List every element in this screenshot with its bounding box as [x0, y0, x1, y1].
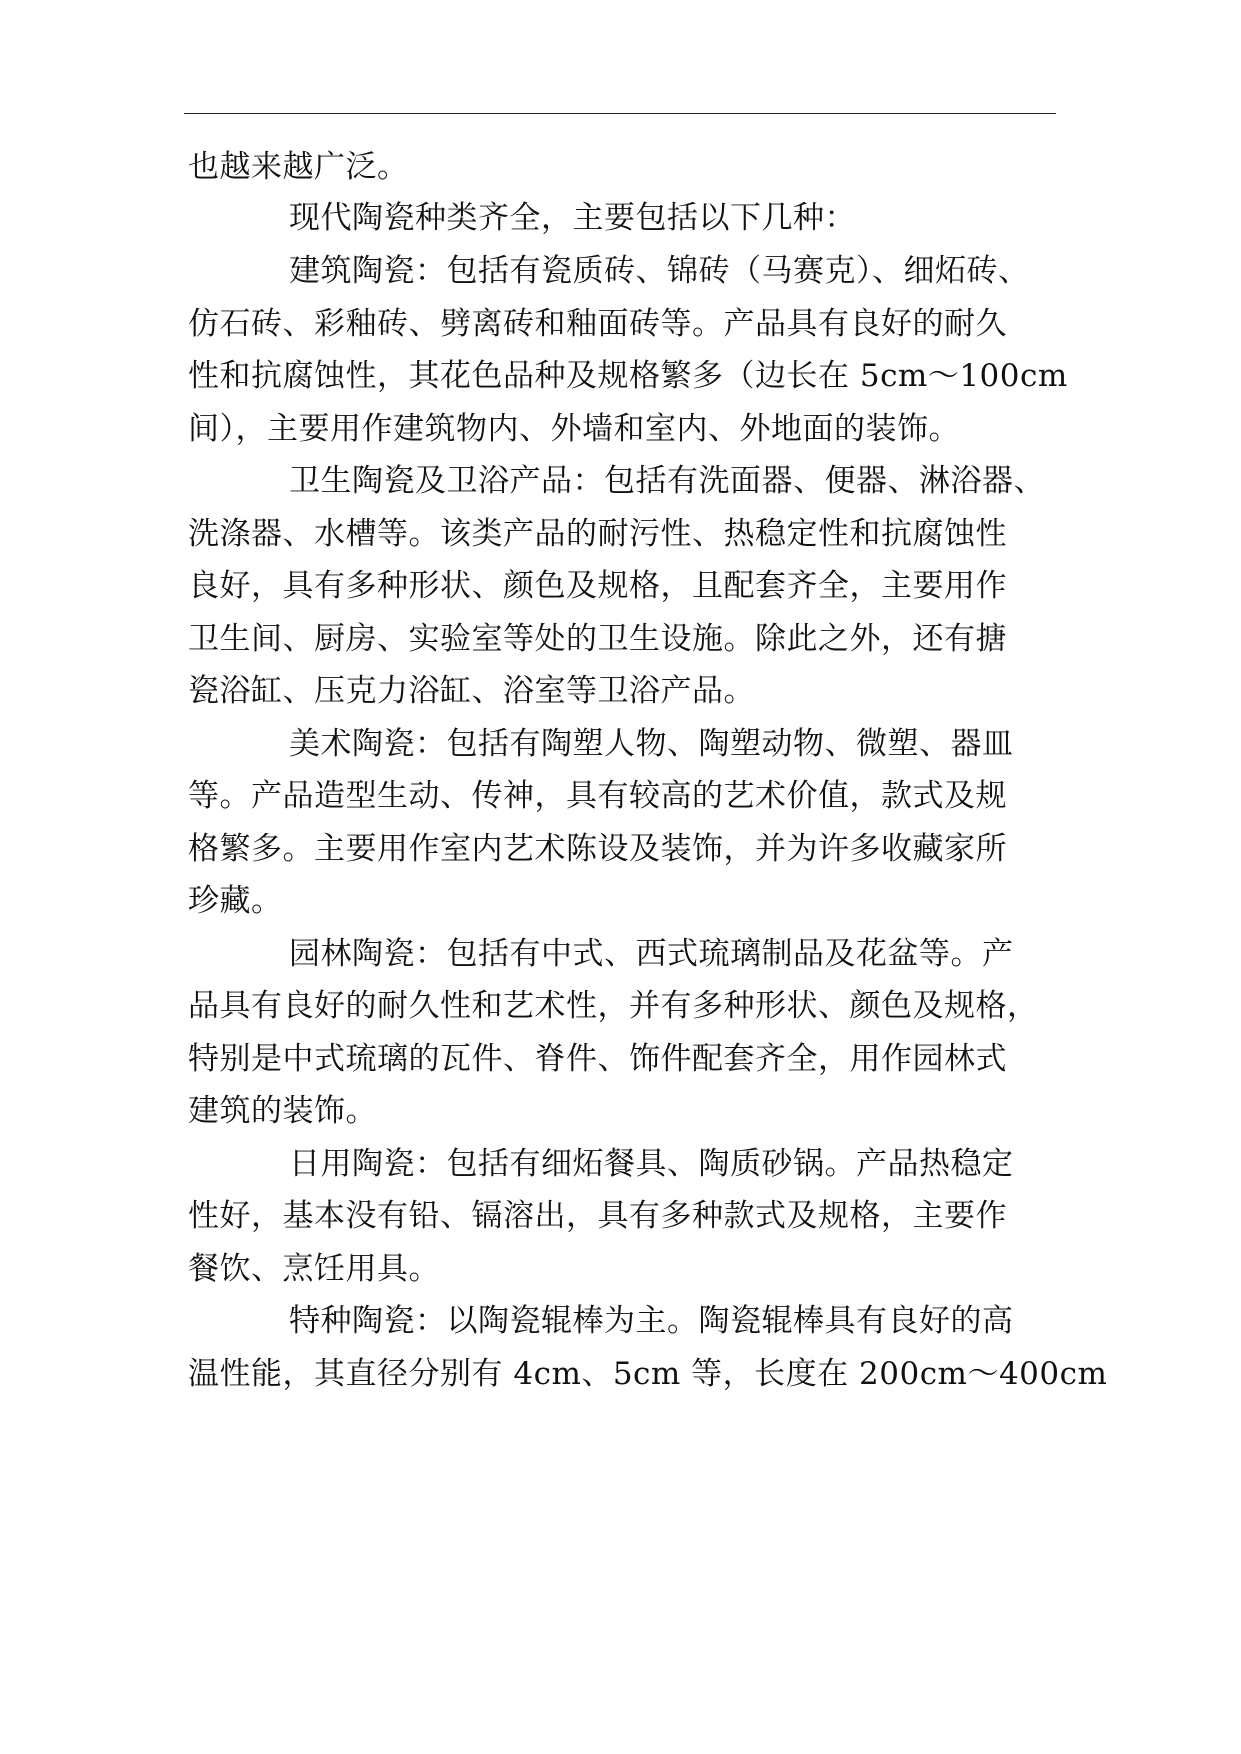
text-line: 珍藏。 [188, 883, 283, 919]
text-line: 也越来越广泛。 [188, 149, 409, 185]
text-line: 日用陶瓷：包括有细炻餐具、陶质砂锅。产品热稳定 [289, 1146, 1014, 1182]
text-line: 特种陶瓷：以陶瓷辊棒为主。陶瓷辊棒具有良好的高 [289, 1303, 1014, 1339]
text-line: 品具有良好的耐久性和艺术性，并有多种形状、颜色及规格， [188, 988, 1039, 1024]
text-line: 卫生陶瓷及卫浴产品：包括有洗面器、便器、淋浴器、 [289, 463, 1045, 499]
text-line: 餐饮、烹饪用具。 [188, 1251, 440, 1287]
text-line: 间），主要用作建筑物内、外墙和室内、外地面的装饰。 [188, 411, 960, 447]
text-line: 卫生间、厨房、实验室等处的卫生设施。除此之外，还有搪 [188, 621, 1007, 657]
text-line: 美术陶瓷：包括有陶塑人物、陶塑动物、微塑、器皿 [289, 726, 1014, 762]
text-line: 建筑的装饰。 [188, 1093, 377, 1129]
text-line: 格繁多。主要用作室内艺术陈设及装饰，并为许多收藏家所 [188, 831, 1007, 867]
text-line: 性和抗腐蚀性，其花色品种及规格繁多（边长在 5cm～100cm [188, 358, 1068, 394]
text-line: 等。产品造型生动、传神，具有较高的艺术价值，款式及规 [188, 778, 1007, 814]
text-line: 园林陶瓷：包括有中式、西式琉璃制品及花盆等。产 [289, 936, 1014, 972]
text-line: 仿石砖、彩釉砖、劈离砖和釉面砖等。产品具有良好的耐久 [188, 306, 1007, 342]
text-line: 洗涤器、水槽等。该类产品的耐污性、热稳定性和抗腐蚀性 [188, 516, 1007, 552]
text-line: 特别是中式琉璃的瓦件、脊件、饰件配套齐全，用作园林式 [188, 1041, 1007, 1077]
text-line: 温性能，其直径分别有 4cm、5cm 等，长度在 200cm～400cm [188, 1356, 1108, 1392]
header-rule [184, 113, 1056, 114]
text-line: 瓷浴缸、压克力浴缸、浴室等卫浴产品。 [188, 673, 755, 709]
text-line: 建筑陶瓷：包括有瓷质砖、锦砖（马赛克）、细炻砖、 [289, 253, 1030, 289]
text-line: 性好，基本没有铅、镉溶出，具有多种款式及规格，主要作 [188, 1198, 1007, 1234]
text-line: 现代陶瓷种类齐全，主要包括以下几种： [289, 200, 856, 236]
text-line: 良好，具有多种形状、颜色及规格，且配套齐全，主要用作 [188, 568, 1007, 604]
